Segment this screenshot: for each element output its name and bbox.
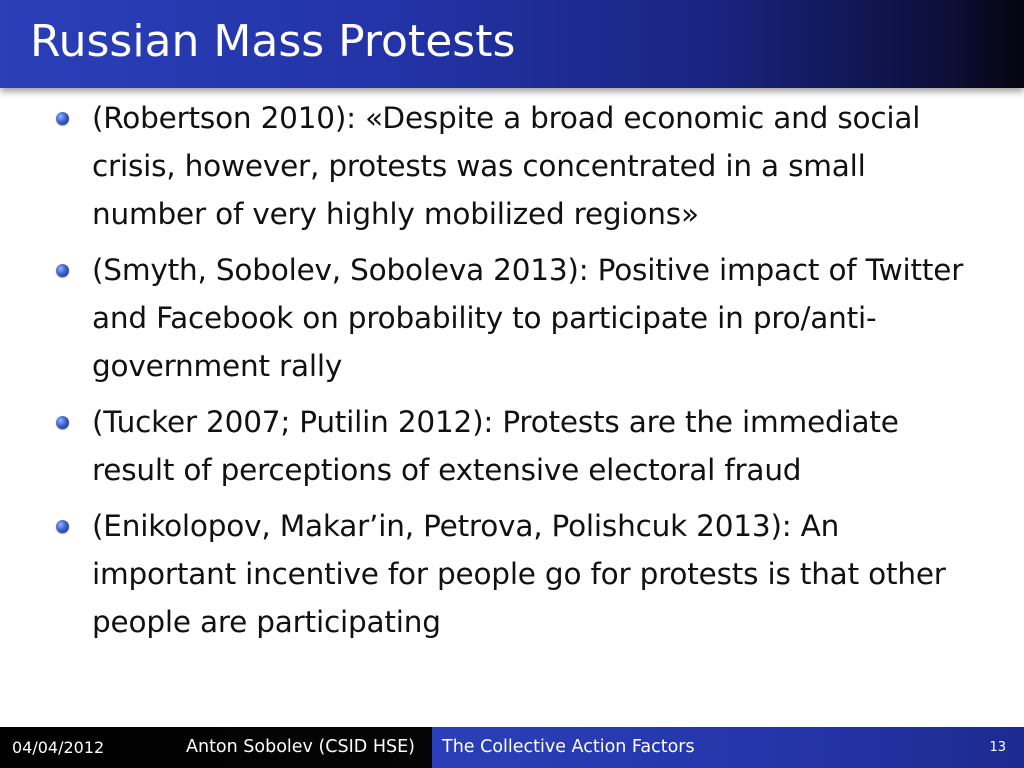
- bullet-item: [54, 94, 964, 238]
- bullet-text: (Tucker 2007; Putilin 2012): Protests are the immediate result of perceptions of extensive electoral fraud: [92, 405, 899, 487]
- bullet-text: (Enikolopov, Makar’in, Petrova, Polishcuk 2013): An important incentive for people go for protests is that other people are participating: [92, 509, 946, 639]
- bullet-icon: [56, 520, 69, 533]
- bullet-icon: [56, 264, 69, 277]
- bullet-text: (Smyth, Sobolev, Soboleva 2013): Positive impact of Twitter and Facebook on probability to participate in pro/anti-government rally: [92, 253, 964, 383]
- bullet-item: [54, 246, 964, 390]
- bullet-item: [54, 502, 964, 646]
- footer-left-panel: [0, 727, 432, 768]
- footer: [0, 727, 1024, 768]
- bullet-icon: [56, 416, 69, 429]
- bullet-item: [54, 398, 964, 494]
- bullet-text: (Robertson 2010): «Despite a broad economic and social crisis, however, protests was concentrated in a small number of very highly mobilized regions»: [92, 101, 921, 231]
- footer-topic: The Collective Action Factors: [442, 737, 695, 757]
- footer-date: 04/04/2012: [12, 738, 105, 757]
- bullet-list: [54, 94, 964, 654]
- footer-author: Anton Sobolev (CSID HSE): [186, 737, 415, 757]
- title-bar: [0, 0, 1024, 88]
- slide-title: Russian Mass Protests: [30, 16, 516, 67]
- page-number: 13: [989, 740, 1006, 755]
- bullet-icon: [56, 112, 69, 125]
